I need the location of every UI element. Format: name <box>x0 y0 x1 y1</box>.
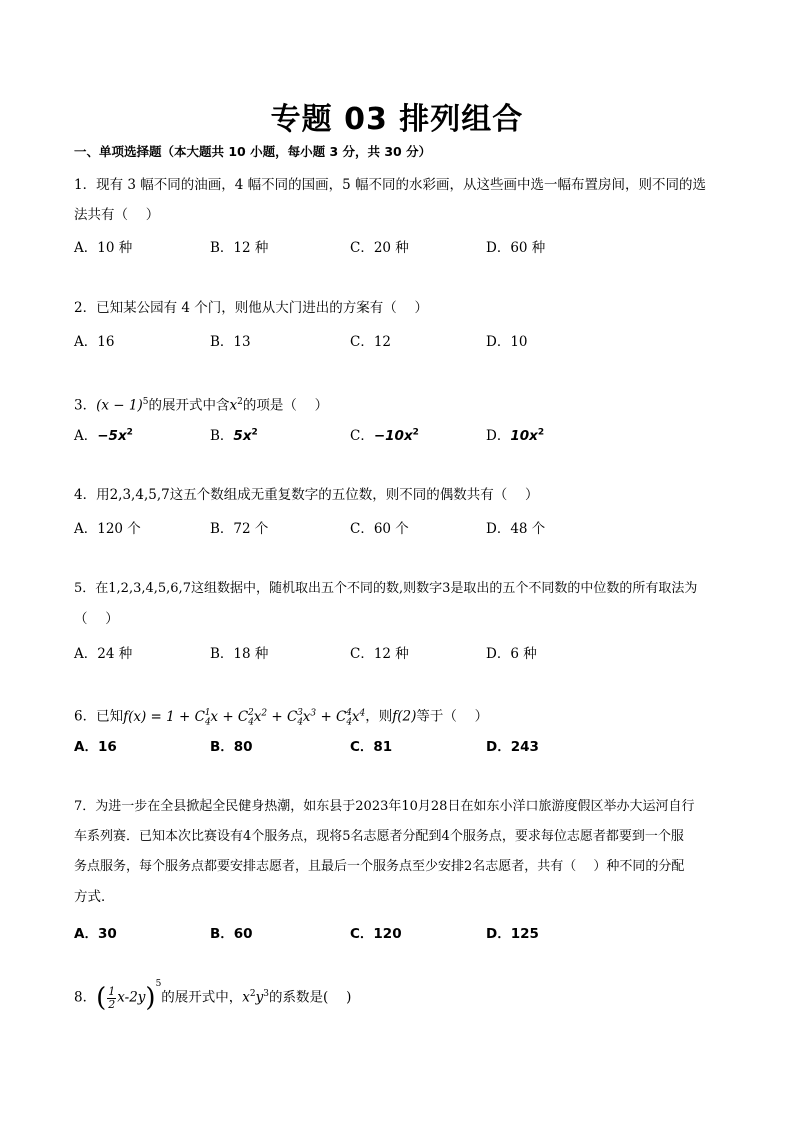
question-3-exponent: 5 <box>142 397 149 407</box>
question-7-options <box>74 922 724 946</box>
question-1-stem-line1: 1．现有 3 幅不同的油画，4 幅不同的国画，5 幅不同的水彩画，从这些画中选一幅布置房间，则不同的选 <box>74 177 707 193</box>
question-8-term-x-exp: 2 <box>249 989 256 999</box>
question-8-suffix: 的系数是( ) <box>269 989 352 1006</box>
question-1-options <box>74 236 724 260</box>
question-8-term-x: x <box>242 989 250 1006</box>
formula-start: f(x) = 1 + C <box>123 708 205 725</box>
section-heading: 一、单项选择题（本大题共 10 小题，每小题 3 分，共 30 分） <box>74 144 432 159</box>
question-8-term-y-exp: 3 <box>263 989 270 999</box>
question-6-options <box>74 735 724 759</box>
question-4 <box>74 480 724 510</box>
option-c[interactable]: C．20 种 <box>350 240 409 256</box>
fraction-numerator: 1 <box>108 984 116 998</box>
question-7-stem-line2: 车系列赛．已知本次比赛设有4个服务点，现将5名志愿者分配到4个服务点，要求每位志愿者都要到一个服 <box>74 829 684 844</box>
option-d[interactable]: D．243 <box>486 739 539 755</box>
option-c[interactable] <box>350 424 419 444</box>
option-d[interactable]: D．60 种 <box>486 240 546 256</box>
question-2-stem: 2．已知某公园有 4 个门，则他从大门进出的方案有（ ） <box>74 300 429 316</box>
question-4-stem: 4．用2,3,4,5,7这五个数组成无重复数字的五位数，则不同的偶数共有（ ） <box>74 487 539 503</box>
question-3-options <box>74 424 724 448</box>
option-label: D． <box>486 428 511 444</box>
option-a[interactable]: A．30 <box>74 926 117 942</box>
option-d[interactable] <box>486 424 544 444</box>
option-label: B． <box>210 428 234 444</box>
question-5-stem-line1: 5．在1,2,3,4,5,6,7这组数据中，随机取出五个不同的数,则数字3是取出的五个不同数的中位数的所有取法为 <box>74 581 698 596</box>
question-6 <box>74 698 724 737</box>
question-6-prefix: 6．已知 <box>74 708 124 725</box>
question-3-var: x <box>229 397 238 414</box>
question-6-formula: $f(x) = 1 + C_4^1x + C_4^2x^2 + C_4^3x^3 + C_4^4x^4$ <box>123 708 366 728</box>
fraction <box>107 986 116 1011</box>
option-d[interactable]: D．48 个 <box>486 521 546 537</box>
question-7-stem-line1: 7．为进一步在全县掀起全民健身热潮，如东县于2023年10月28日在如东小洋口旅游度假区举办大运河自行 <box>74 799 695 814</box>
option-value: 10x <box>510 428 538 444</box>
question-8-term-y: y <box>255 989 264 1006</box>
page-title: 专题 03 排列组合 <box>270 102 524 137</box>
option-a[interactable]: A．16 <box>74 739 117 755</box>
option-b[interactable]: B．18 种 <box>210 646 269 662</box>
option-label: C． <box>350 428 374 444</box>
option-c[interactable]: C．12 种 <box>350 646 409 662</box>
question-1 <box>74 170 724 230</box>
option-value: 5x <box>233 428 252 444</box>
option-exponent: 2 <box>412 427 419 438</box>
question-5-options <box>74 642 724 666</box>
question-8-number: 8． <box>74 989 97 1006</box>
right-paren: ) <box>145 983 156 1013</box>
option-a[interactable]: A．24 种 <box>74 646 133 662</box>
option-value: −10x <box>373 428 413 444</box>
option-d[interactable]: D．6 种 <box>486 646 537 662</box>
question-6-mid: ，则 <box>365 708 393 725</box>
option-a[interactable]: A．16 <box>74 334 115 350</box>
question-6-f2: f(2) <box>392 708 417 725</box>
option-b[interactable]: B．72 个 <box>210 521 269 537</box>
question-8 <box>74 976 724 1016</box>
fraction-denominator: 2 <box>108 997 116 1011</box>
question-3-number: 3． <box>74 397 97 414</box>
option-c[interactable]: C．12 <box>350 334 392 350</box>
question-7 <box>74 792 724 912</box>
question-7-stem-line3: 务点服务，每个服务点都要安排志愿者，且最后一个服务点至少安排2名志愿者，共有（ ）种不同的分配 <box>74 859 685 874</box>
option-b[interactable]: B．80 <box>210 739 253 755</box>
option-exponent: 2 <box>251 427 258 438</box>
question-8-mid: 的展开式中， <box>161 989 243 1006</box>
question-2 <box>74 293 724 323</box>
option-exponent: 2 <box>537 427 545 438</box>
question-2-options <box>74 330 724 354</box>
option-a[interactable]: A．10 种 <box>74 240 133 256</box>
question-3 <box>74 387 724 421</box>
option-b[interactable] <box>210 424 258 444</box>
left-paren: ( <box>96 983 107 1013</box>
option-d[interactable]: D．10 <box>486 334 528 350</box>
option-a[interactable] <box>74 424 133 444</box>
question-3-mid: 的展开式中含 <box>148 397 230 414</box>
question-6-suffix: 等于（ ） <box>416 708 489 725</box>
option-exponent: 2 <box>126 427 133 438</box>
question-3-binomial: (x − 1) <box>96 397 143 414</box>
option-c[interactable]: C．120 <box>350 926 402 942</box>
question-1-stem-line2: 法共有（ ） <box>74 207 160 223</box>
option-a[interactable]: A．120 个 <box>74 521 141 537</box>
option-label: A． <box>74 428 98 444</box>
option-c[interactable]: C．60 个 <box>350 521 409 537</box>
option-value: −5x <box>97 428 127 444</box>
option-b[interactable]: B．60 <box>210 926 253 942</box>
option-d[interactable]: D．125 <box>486 926 539 942</box>
question-8-exponent: 5 <box>155 979 162 989</box>
question-8-inner: x-2y <box>117 989 146 1006</box>
option-c[interactable]: C．81 <box>350 739 393 755</box>
question-5-stem-line2: （ ） <box>74 611 119 627</box>
question-3-suffix: 的项是（ ） <box>242 397 329 414</box>
question-4-options <box>74 517 724 541</box>
option-b[interactable]: B．12 种 <box>210 240 269 256</box>
question-7-stem-line4: 方式． <box>74 889 115 905</box>
question-5 <box>74 574 724 634</box>
question-3-var-exponent: 2 <box>237 397 243 407</box>
option-b[interactable]: B．13 <box>210 334 251 350</box>
